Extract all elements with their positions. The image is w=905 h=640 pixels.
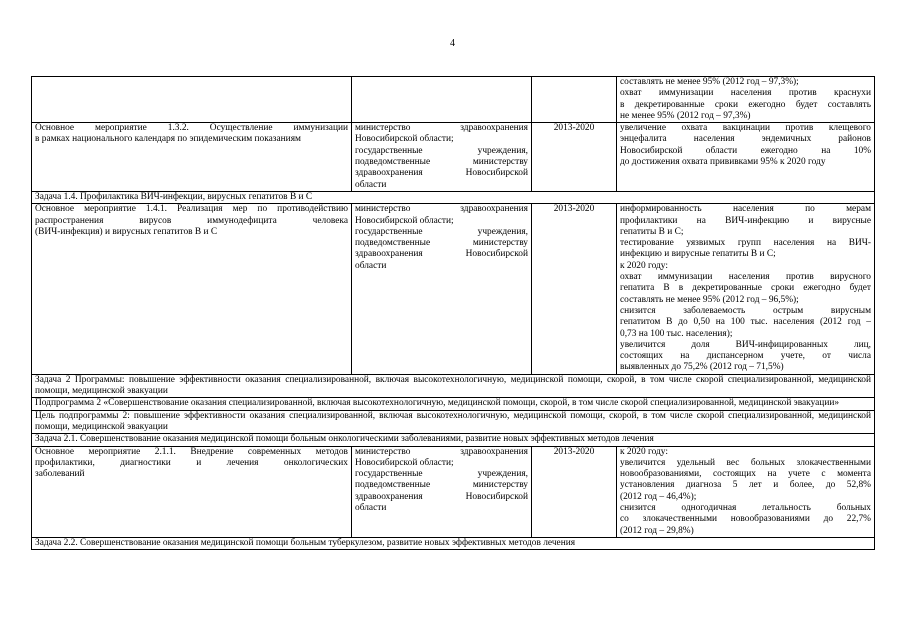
task-cell: Цель подпрограммы 2: повышение эффективности оказания специализированной, включая высокотехнологичную, медицинской помощи, скорой, в том числе скорой специализированной, медицинской помощи, медицинской эвакуации bbox=[32, 410, 875, 434]
text-line: Новосибирской области; bbox=[355, 457, 454, 468]
term-cell: 2013-2020 bbox=[532, 204, 617, 374]
text-line: охват иммунизации населения против краснухи bbox=[620, 88, 871, 99]
term-cell: 2013-2020 bbox=[532, 446, 617, 537]
result-cell bbox=[617, 123, 875, 192]
measure-name-cell bbox=[32, 204, 352, 374]
result-cell bbox=[617, 77, 875, 123]
text-line: в декретированные сроки ежегодно будет составлять bbox=[620, 99, 871, 110]
measure-row bbox=[32, 123, 875, 192]
text-line: государственные учреждения, bbox=[355, 469, 528, 480]
measure-row bbox=[32, 446, 875, 537]
task-row bbox=[32, 398, 875, 410]
text-line: в рамках национального календаря по эпидемическим показаниям bbox=[35, 134, 301, 145]
text-line: государственные учреждения, bbox=[355, 145, 528, 156]
text-line: области bbox=[355, 502, 387, 513]
executor-cell bbox=[352, 123, 532, 192]
text-line: гепатитом В до 0,50 на 100 тыс. населения (2012 год – bbox=[620, 317, 871, 328]
task-cell: Задача 2.1. Совершенствование оказания медицинской помощи больным онкологическими заболеваниями, развитие новых эффективных методов лечения bbox=[32, 434, 875, 446]
text-line: состоящих на диспансерном учете, от числа bbox=[620, 351, 871, 362]
executor-cell bbox=[352, 77, 532, 123]
text-line: министерство здравоохранения bbox=[355, 446, 528, 457]
text-line: здравоохранения Новосибирской bbox=[355, 249, 528, 260]
text-line: инфекцию и вирусные гепатиты В и С; bbox=[620, 249, 776, 260]
text-line: Новосибирской области; bbox=[355, 134, 454, 145]
text-line: профилактики на ВИЧ-инфекцию и вирусные bbox=[620, 215, 871, 226]
text-line: не менее 95% (2012 год – 97,3%) bbox=[620, 110, 751, 121]
task-row bbox=[32, 191, 875, 203]
text-line: министерство здравоохранения bbox=[355, 123, 528, 134]
text-line: государственные учреждения, bbox=[355, 226, 528, 237]
text-line: 0,73 на 100 тыс. населения); bbox=[620, 328, 733, 339]
text-line: (2012 год – 29,8%) bbox=[620, 525, 694, 536]
task-row bbox=[32, 410, 875, 434]
text-line: распространения вирусов иммунодефицита человека bbox=[35, 215, 348, 226]
text-line: гепатита В в декретированные сроки ежегодно будет bbox=[620, 283, 871, 294]
text-line: гепатиты В и С; bbox=[620, 226, 684, 237]
text-line: Новосибирской области ежегодно на 10% bbox=[620, 145, 871, 156]
executor-cell bbox=[352, 204, 532, 374]
text-line: увеличится доля ВИЧ-инфицированных лиц, bbox=[620, 339, 871, 350]
text-line: к 2020 году: bbox=[620, 446, 668, 457]
text-line: министерство здравоохранения bbox=[355, 204, 528, 215]
text-line: со злокачественными новообразованиями до 22,7% bbox=[620, 514, 871, 525]
text-line: заболеваний bbox=[35, 469, 85, 480]
measure-row bbox=[32, 77, 875, 123]
text-line: новообразованиями, состоящих на учете с момента bbox=[620, 469, 871, 480]
text-line: области bbox=[355, 260, 387, 271]
executor-cell bbox=[352, 446, 532, 537]
text-line: Основное мероприятие 1.3.2. Осуществление иммунизации bbox=[35, 123, 348, 134]
text-line: составлять не менее 95% (2012 год – 97,3%); bbox=[620, 77, 799, 87]
measure-row bbox=[32, 204, 875, 374]
text-line: выявленных до 75,2% (2012 год – 71,5%) bbox=[620, 362, 784, 373]
text-line: составлять не менее 95% (2012 год – 96,5%); bbox=[620, 294, 799, 305]
term-cell: 2013-2020 bbox=[532, 123, 617, 192]
text-line: к 2020 году: bbox=[620, 260, 668, 271]
text-line: установления диагноза 5 лет и более, до 52,8% bbox=[620, 480, 871, 491]
text-line: подведомственные министерству bbox=[355, 157, 528, 168]
task-row bbox=[32, 374, 875, 398]
text-line: до достижения охвата прививками 95% к 2020 году bbox=[620, 157, 826, 168]
text-line: Основное мероприятие 2.1.1. Внедрение современных методов bbox=[35, 446, 348, 457]
text-line: тестирование уязвимых групп населения на ВИЧ- bbox=[620, 238, 871, 249]
text-line: увеличится удельный вес больных злокачественными bbox=[620, 457, 871, 468]
text-line: увеличение охвата вакцинации против клещевого bbox=[620, 123, 871, 134]
result-cell bbox=[617, 446, 875, 537]
measure-name-cell bbox=[32, 77, 352, 123]
text-line: области bbox=[355, 179, 387, 190]
task-row bbox=[32, 537, 875, 549]
term-cell bbox=[532, 77, 617, 123]
text-line: охват иммунизации населения против вирусного bbox=[620, 272, 871, 283]
text-line: снизится заболеваемость острым вирусным bbox=[620, 305, 871, 316]
text-line: Основное мероприятие 1.4.1. Реализация мер по противодействию bbox=[35, 204, 348, 215]
text-line: (ВИЧ-инфекция) и вирусных гепатитов В и С bbox=[35, 226, 218, 237]
task-cell: Задача 2 Программы: повышение эффективности оказания специализированной, включая высокотехнологичную, медицинской помощи, скорой, в том числе скорой специализированной, медицинской помощи, медицинской эвакуации bbox=[32, 374, 875, 398]
program-measures-table bbox=[31, 76, 875, 550]
page-number: 4 bbox=[450, 38, 455, 49]
task-cell: Задача 1.4. Профилактика ВИЧ-инфекции, вирусных гепатитов В и С bbox=[32, 191, 875, 203]
text-line: здравоохранения Новосибирской bbox=[355, 168, 528, 179]
text-line: подведомственные министерству bbox=[355, 480, 528, 491]
task-cell: Задача 2.2. Совершенствование оказания медицинской помощи больным туберкулезом, развитие новых эффективных методов лечения bbox=[32, 537, 875, 549]
text-line: подведомственные министерству bbox=[355, 238, 528, 249]
text-line: энцефалита населения эндемичных районов bbox=[620, 134, 871, 145]
task-row bbox=[32, 434, 875, 446]
task-cell: Подпрограмма 2 «Совершенствование оказания специализированной, включая высокотехнологичную, медицинской помощи, скорой, в том числе скорой специализированной, медицинской эвакуации» bbox=[32, 398, 875, 410]
text-line: информированность населения по мерам bbox=[620, 204, 871, 215]
text-line: Новосибирской области; bbox=[355, 215, 454, 226]
text-line: снизится одногодичная летальность больных bbox=[620, 502, 871, 513]
text-line: (2012 год – 46,4%); bbox=[620, 491, 697, 502]
measure-name-cell bbox=[32, 123, 352, 192]
measure-name-cell bbox=[32, 446, 352, 537]
text-line: здравоохранения Новосибирской bbox=[355, 491, 528, 502]
result-cell bbox=[617, 204, 875, 374]
text-line: профилактики, диагностики и лечения онкологических bbox=[35, 457, 348, 468]
